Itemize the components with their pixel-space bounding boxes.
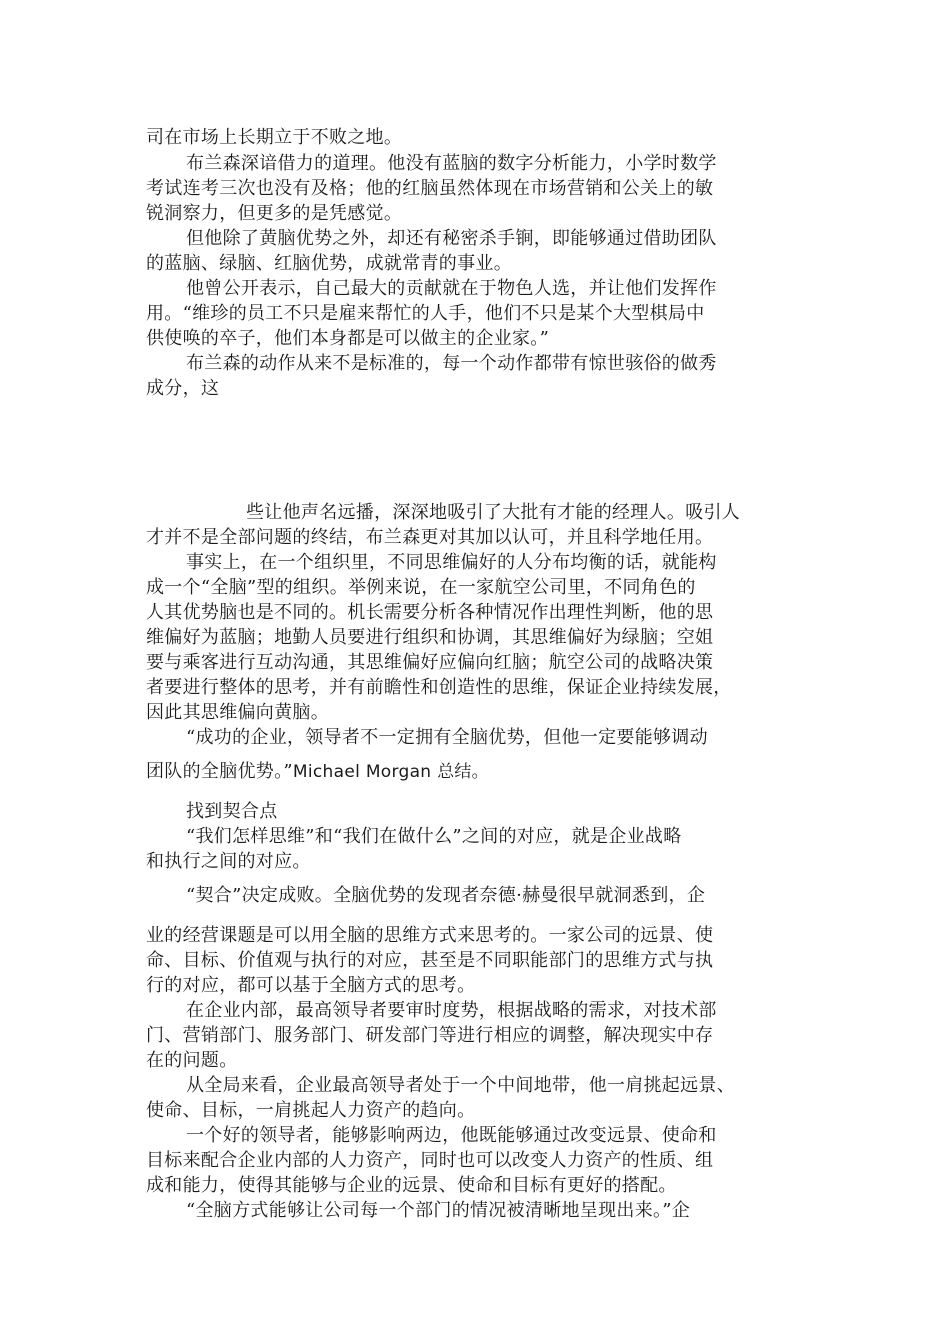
text-line: 但他除了黄脑优势之外，却还有秘密杀手锏，即能够通过借助团队 <box>186 228 717 249</box>
text-line: “成功的企业，领导者不一定拥有全脑优势，但他一定要能够调动 <box>186 727 708 748</box>
text-line: 命、目标、价值观与执行的对应，甚至是不同职能部门的思维方式与执 <box>146 950 714 971</box>
text-line: 行的对应，都可以基于全脑方式的思考。 <box>146 975 476 996</box>
text-line: 的蓝脑、绿脑、红脑优势，成就常青的事业。 <box>146 253 512 274</box>
quote-text: 团队的全脑优势。” <box>146 761 293 782</box>
text-line: 他曾公开表示，自己最大的贡献就在于物色人选，并让他们发挥作 <box>186 278 717 299</box>
text-line: 供使唤的卒子，他们本身都是可以做主的企业家。” <box>146 328 550 349</box>
text-line: 成一个“全脑”型的组织。举例来说，在一家航空公司里，不同角色的 <box>146 577 696 598</box>
text-line: 事实上，在一个组织里，不同思维偏好的人分布均衡的话，就能构 <box>186 552 717 573</box>
text-line: 人其优势脑也是不同的。机长需要分析各种情况作出理性判断，他的思 <box>146 602 714 623</box>
text-line: 维偏好为蓝脑；地勤人员要进行组织和协调，其思维偏好为绿脑；空姐 <box>146 627 714 648</box>
text-line: 在企业内部，最高领导者要审时度势，根据战略的需求，对技术部 <box>186 1000 717 1021</box>
text-line: 和执行之间的对应。 <box>146 851 311 872</box>
text-line: 业的经营课题是可以用全脑的思维方式来思考的。一家公司的远景、使 <box>146 925 714 946</box>
text-line: 一个好的领导者，能够影响两边，他既能够通过改变远景、使命和 <box>186 1125 717 1146</box>
text-line: 要与乘客进行互动沟通，其思维偏好应偏向红脑；航空公司的战略决策 <box>146 652 714 673</box>
text-line: 成和能力，使得其能够与企业的远景、使命和目标有更好的搭配。 <box>146 1175 677 1196</box>
text-line: “我们怎样思维”和“我们在做什么”之间的对应，就是企业战略 <box>186 826 682 847</box>
text-line: “全脑方式能够让公司每一个部门的情况被清晰地呈现出来。”企 <box>186 1200 691 1221</box>
text-line: 者要进行整体的思考，并有前瞻性和创造性的思维，保证企业持续发展， <box>146 677 732 698</box>
attribution-text: Michael Morgan 总结。 <box>292 762 489 782</box>
text-line <box>146 760 489 784</box>
text-line: 司在市场上长期立于不败之地。 <box>146 127 403 148</box>
text-line: 考试连考三次也没有及格；他的红脑虽然体现在市场营销和公关上的敏 <box>146 178 714 199</box>
text-line: 使命、目标，一肩挑起人力资产的趋向。 <box>146 1100 476 1121</box>
text-line: 成分，这 <box>146 378 220 399</box>
text-line: “契合”决定成败。全脑优势的发现者奈德·赫曼很早就洞悉到，企 <box>186 885 706 906</box>
text-line: 目标来配合企业内部的人力资产，同时也可以改变人力资产的性质、组 <box>146 1150 714 1171</box>
section-heading: 找到契合点 <box>186 801 278 822</box>
text-line: 因此其思维偏向黄脑。 <box>146 702 329 723</box>
text-line: 才并不是全部问题的终结，布兰森更对其加以认可，并且科学地任用。 <box>146 527 714 548</box>
text-line: 锐洞察力，但更多的是凭感觉。 <box>146 203 403 224</box>
text-line: 在的问题。 <box>146 1050 238 1071</box>
text-line: 布兰森的动作从来不是标准的，每一个动作都带有惊世骇俗的做秀 <box>186 353 717 374</box>
text-line: 用。“维珍的员工不只是雇来帮忙的人手，他们不只是某个大型棋局中 <box>146 303 705 324</box>
text-line: 些让他声名远播，深深地吸引了大批有才能的经理人。吸引人 <box>246 502 741 523</box>
text-line: 门、营销部门、服务部门、研发部门等进行相应的调整，解决现实中存 <box>146 1025 714 1046</box>
text-line: 从全局来看，企业最高领导者处于一个中间地带，他一肩挑起远景、 <box>186 1075 735 1096</box>
text-line: 布兰森深谙借力的道理。他没有蓝脑的数字分析能力，小学时数学 <box>186 153 717 174</box>
